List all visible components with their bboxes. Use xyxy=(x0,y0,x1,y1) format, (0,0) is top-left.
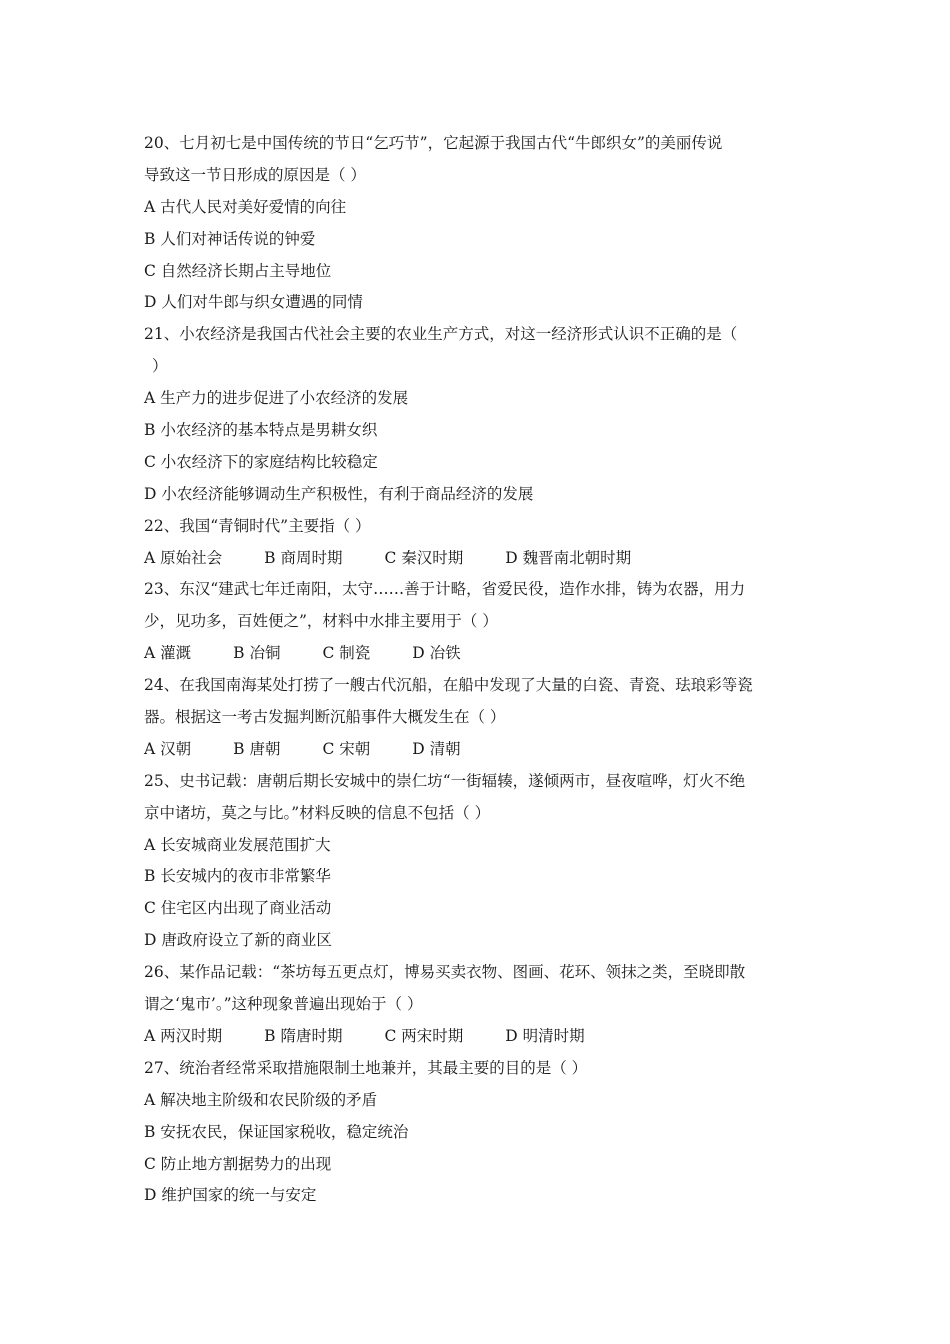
question-24-option-a: A 汉朝 xyxy=(144,739,192,758)
question-20-line-1: 20、七月初七是中国传统的节日“乞巧节”，它起源于我国古代“牛郎织女”的美丽传说 xyxy=(144,134,723,152)
question-24-option-d: D 清朝 xyxy=(412,739,461,758)
question-25-line-1: 25、史书记载：唐朝后期长安城中的崇仁坊“一街辐辏，遂倾两市，昼夜喧哗，灯火不绝 xyxy=(144,771,746,790)
question-24-line-2: 器。根据这一考古发掘判断沉船事件大概发生在（ ） xyxy=(144,708,506,727)
question-25-option-b: B 长安城内的夜市非常繁华 xyxy=(144,867,331,886)
question-21-line-2: ） xyxy=(152,357,168,376)
question-26-option-b: B 隋唐时期 xyxy=(264,1026,343,1045)
question-21-line-1: 21、小农经济是我国古代社会主要的农业生产方式，对这一经济形式认识不正确的是（ xyxy=(144,325,738,344)
question-20-line-2: 导致这一节日形成的原因是（ ） xyxy=(144,165,366,184)
question-22-option-a: A 原始社会 xyxy=(144,548,223,567)
question-23-line-2: 少，见功多，百姓便之”，材料中水排主要用于（ ） xyxy=(144,612,498,631)
question-23-option-a: A 灌溉 xyxy=(144,644,192,663)
question-26-line-1: 26、某作品记载：“茶坊每五更点灯，博易买卖衣物、图画、花环、领抹之类，至晓即散 xyxy=(144,963,746,982)
question-27-option-a: A 解决地主阶级和农民阶级的矛盾 xyxy=(144,1090,378,1109)
question-24-line-1: 24、在我国南海某处打捞了一艘古代沉船，在船中发现了大量的白瓷、青瓷、珐琅彩等瓷 xyxy=(144,676,753,695)
question-22-line-1: 22、我国“青铜时代”主要指（ ） xyxy=(144,516,371,535)
question-20-option-c: C 自然经济长期占主导地位 xyxy=(144,261,332,280)
question-25-option-c: C 住宅区内出现了商业活动 xyxy=(144,899,332,918)
question-22-options xyxy=(144,543,814,575)
question-20-option-b: B 人们对神话传说的钟爱 xyxy=(144,229,316,248)
question-24-option-b: B 唐朝 xyxy=(233,739,281,758)
question-23-options xyxy=(144,638,814,670)
question-25-line-2: 京中诸坊，莫之与比。”材料反映的信息不包括（ ） xyxy=(144,803,491,822)
question-27-line-1: 27、统治者经常采取措施限制土地兼并，其最主要的目的是（ ） xyxy=(144,1058,588,1077)
question-25-option-d: D 唐政府设立了新的商业区 xyxy=(144,931,332,950)
question-27-option-c: C 防止地方割据势力的出现 xyxy=(144,1154,332,1173)
question-26-options xyxy=(144,1021,814,1053)
question-26-option-c: C 两宋时期 xyxy=(384,1026,464,1045)
question-21-option-d: D 小农经济能够调动生产积极性，有利于商品经济的发展 xyxy=(144,484,534,503)
question-25-option-a: A 长安城商业发展范围扩大 xyxy=(144,835,331,854)
question-24-options xyxy=(144,734,814,766)
question-20-option-d: D 人们对牛郎与织女遭遇的同情 xyxy=(144,293,363,312)
question-23-option-b: B 冶铜 xyxy=(233,644,281,663)
question-22-option-c: C 秦汉时期 xyxy=(384,548,464,567)
question-20-option-a: A 古代人民对美好爱情的向往 xyxy=(144,197,347,216)
question-23-option-d: D 冶铁 xyxy=(412,644,461,663)
question-22-option-d: D 魏晋南北朝时期 xyxy=(505,548,632,567)
question-26-option-d: D 明清时期 xyxy=(505,1026,585,1045)
question-21-option-c: C 小农经济下的家庭结构比较稳定 xyxy=(144,452,378,471)
question-list xyxy=(144,128,814,1212)
question-24-option-c: C 宋朝 xyxy=(322,739,371,758)
question-21-option-a: A 生产力的进步促进了小农经济的发展 xyxy=(144,389,409,408)
question-27-option-b: B 安抚农民，保证国家税收，稳定统治 xyxy=(144,1122,409,1141)
question-23-option-c: C 制瓷 xyxy=(322,644,371,663)
question-27-option-d: D 维护国家的统一与安定 xyxy=(144,1186,317,1205)
question-26-option-a: A 两汉时期 xyxy=(144,1026,223,1045)
question-26-line-2: 谓之‘鬼市’。”这种现象普遍出现始于（ ） xyxy=(144,995,423,1014)
question-23-line-1: 23、东汉“建武七年迁南阳，太守……善于计略，省爱民役，造作水排，铸为农器，用力 xyxy=(144,580,746,599)
question-21-option-b: B 小农经济的基本特点是男耕女织 xyxy=(144,421,378,440)
question-22-option-b: B 商周时期 xyxy=(264,548,343,567)
